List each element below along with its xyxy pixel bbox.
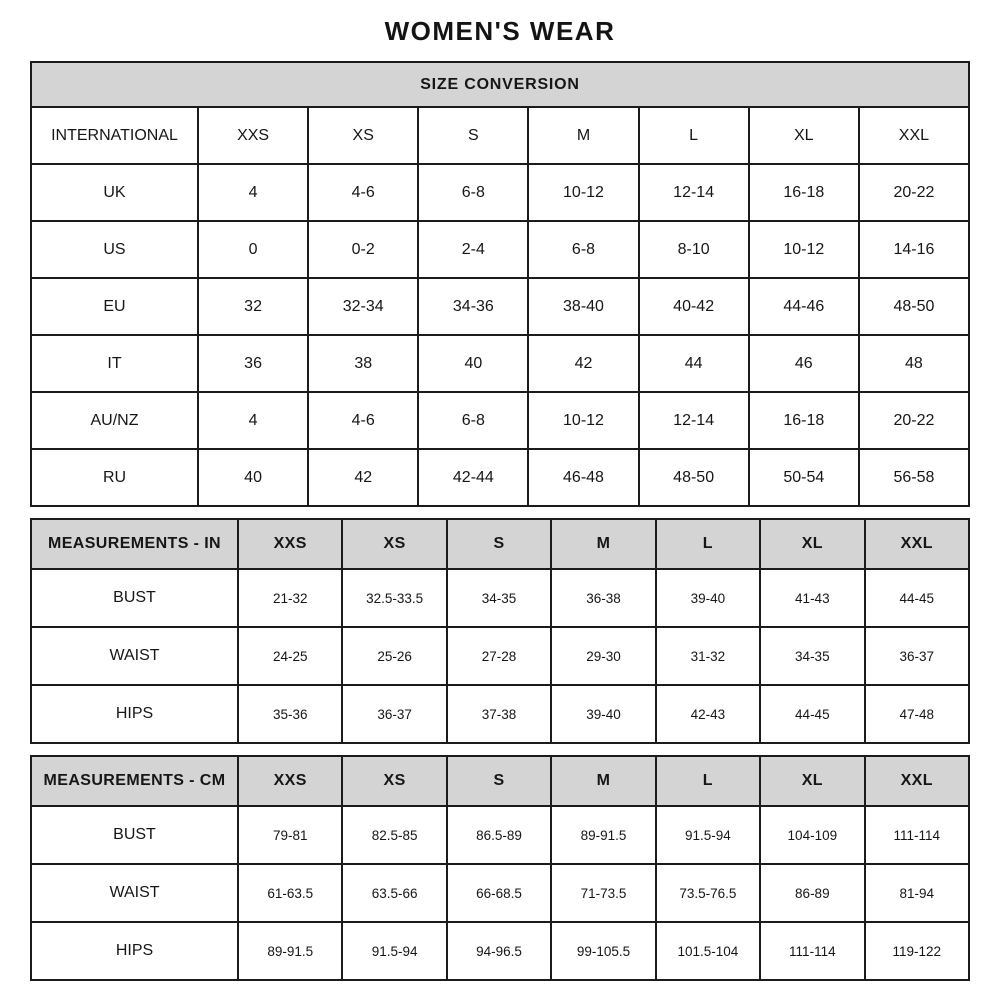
table-row: [31, 449, 969, 506]
value-cell: 101.5-104: [656, 922, 760, 980]
value-cell: 10-12: [528, 392, 638, 449]
value-cell: 35-36: [238, 685, 342, 743]
value-cell: 32.5-33.5: [342, 569, 446, 627]
value-cell: 25-26: [342, 627, 446, 685]
size-column-header: L: [639, 107, 749, 164]
value-cell: 6-8: [418, 392, 528, 449]
value-cell: 42-44: [418, 449, 528, 506]
size-conversion-title: SIZE CONVERSION: [31, 62, 969, 107]
value-cell: 44: [639, 335, 749, 392]
value-cell: 6-8: [418, 164, 528, 221]
value-cell: 34-35: [447, 569, 551, 627]
value-cell: 41-43: [760, 569, 864, 627]
value-cell: 38: [308, 335, 418, 392]
value-cell: 56-58: [859, 449, 969, 506]
row-label: UK: [31, 164, 198, 221]
value-cell: 44-45: [865, 569, 969, 627]
value-cell: 12-14: [639, 392, 749, 449]
row-label: BUST: [31, 806, 238, 864]
size-column-header: XXS: [238, 519, 342, 569]
size-column-header: M: [551, 756, 655, 806]
size-column-header: S: [447, 756, 551, 806]
value-cell: 46-48: [528, 449, 638, 506]
value-cell: 89-91.5: [238, 922, 342, 980]
page-title: WOMEN'S WEAR: [384, 16, 616, 46]
column-header: INTERNATIONAL: [31, 107, 198, 164]
value-cell: 10-12: [528, 164, 638, 221]
table-row: [31, 164, 969, 221]
value-cell: 40: [198, 449, 308, 506]
value-cell: 20-22: [859, 164, 969, 221]
value-cell: 12-14: [639, 164, 749, 221]
value-cell: 21-32: [238, 569, 342, 627]
value-cell: 61-63.5: [238, 864, 342, 922]
value-cell: 44-46: [749, 278, 859, 335]
row-label: RU: [31, 449, 198, 506]
value-cell: 42: [528, 335, 638, 392]
row-label: BUST: [31, 569, 238, 627]
value-cell: 66-68.5: [447, 864, 551, 922]
value-cell: 73.5-76.5: [656, 864, 760, 922]
value-cell: 29-30: [551, 627, 655, 685]
value-cell: 42: [308, 449, 418, 506]
value-cell: 42-43: [656, 685, 760, 743]
value-cell: 4-6: [308, 392, 418, 449]
measurements-title: MEASUREMENTS - CM: [31, 756, 238, 806]
value-cell: 36: [198, 335, 308, 392]
value-cell: 34-35: [760, 627, 864, 685]
size-column-header: XXL: [859, 107, 969, 164]
value-cell: 16-18: [749, 164, 859, 221]
row-label: IT: [31, 335, 198, 392]
value-cell: 37-38: [447, 685, 551, 743]
value-cell: 40: [418, 335, 528, 392]
value-cell: 63.5-66: [342, 864, 446, 922]
value-cell: 71-73.5: [551, 864, 655, 922]
size-column-header: XXL: [865, 756, 969, 806]
value-cell: 24-25: [238, 627, 342, 685]
size-column-header: M: [551, 519, 655, 569]
size-conversion-table: [30, 61, 970, 507]
value-cell: 32-34: [308, 278, 418, 335]
value-cell: 36-38: [551, 569, 655, 627]
value-cell: 89-91.5: [551, 806, 655, 864]
table-row: [31, 335, 969, 392]
row-label: HIPS: [31, 922, 238, 980]
measurements-in-table: [30, 518, 970, 744]
size-column-header: XL: [760, 756, 864, 806]
value-cell: 47-48: [865, 685, 969, 743]
value-cell: 38-40: [528, 278, 638, 335]
value-cell: 34-36: [418, 278, 528, 335]
value-cell: 104-109: [760, 806, 864, 864]
measurements-cm-table: [30, 755, 970, 981]
value-cell: 99-105.5: [551, 922, 655, 980]
row-label: HIPS: [31, 685, 238, 743]
size-column-header: S: [447, 519, 551, 569]
value-cell: 111-114: [865, 806, 969, 864]
value-cell: 36-37: [865, 627, 969, 685]
value-cell: 119-122: [865, 922, 969, 980]
row-label: WAIST: [31, 627, 238, 685]
value-cell: 50-54: [749, 449, 859, 506]
value-cell: 27-28: [447, 627, 551, 685]
value-cell: 86-89: [760, 864, 864, 922]
value-cell: 16-18: [749, 392, 859, 449]
value-cell: 48-50: [639, 449, 749, 506]
value-cell: 40-42: [639, 278, 749, 335]
value-cell: 48: [859, 335, 969, 392]
value-cell: 0: [198, 221, 308, 278]
value-cell: 79-81: [238, 806, 342, 864]
value-cell: 14-16: [859, 221, 969, 278]
table-row: [31, 685, 969, 743]
table-row: [31, 922, 969, 980]
size-column-header: XXS: [198, 107, 308, 164]
table-row: [31, 569, 969, 627]
value-cell: 46: [749, 335, 859, 392]
row-label: EU: [31, 278, 198, 335]
row-label: WAIST: [31, 864, 238, 922]
size-column-header: XL: [749, 107, 859, 164]
value-cell: 94-96.5: [447, 922, 551, 980]
value-cell: 8-10: [639, 221, 749, 278]
size-column-header: S: [418, 107, 528, 164]
size-header-row: [31, 107, 969, 164]
value-cell: 86.5-89: [447, 806, 551, 864]
size-column-header: L: [656, 519, 760, 569]
table-row: [31, 278, 969, 335]
measurements-title: MEASUREMENTS - IN: [31, 519, 238, 569]
value-cell: 81-94: [865, 864, 969, 922]
size-column-header: L: [656, 756, 760, 806]
table-row: [31, 627, 969, 685]
value-cell: 91.5-94: [656, 806, 760, 864]
value-cell: 2-4: [418, 221, 528, 278]
value-cell: 31-32: [656, 627, 760, 685]
value-cell: 91.5-94: [342, 922, 446, 980]
measurements-cm-header-row: [31, 756, 969, 806]
value-cell: 20-22: [859, 392, 969, 449]
row-label: US: [31, 221, 198, 278]
value-cell: 48-50: [859, 278, 969, 335]
value-cell: 4: [198, 164, 308, 221]
value-cell: 4: [198, 392, 308, 449]
table-row: [31, 392, 969, 449]
size-column-header: M: [528, 107, 638, 164]
value-cell: 44-45: [760, 685, 864, 743]
size-column-header: XXS: [238, 756, 342, 806]
value-cell: 111-114: [760, 922, 864, 980]
table-row: [31, 864, 969, 922]
size-column-header: XXL: [865, 519, 969, 569]
table-row: [31, 806, 969, 864]
value-cell: 39-40: [656, 569, 760, 627]
size-column-header: XS: [308, 107, 418, 164]
value-cell: 4-6: [308, 164, 418, 221]
table-row: [31, 221, 969, 278]
table-title-row: [31, 62, 969, 107]
measurements-in-header-row: [31, 519, 969, 569]
size-column-header: XS: [342, 756, 446, 806]
value-cell: 32: [198, 278, 308, 335]
size-column-header: XS: [342, 519, 446, 569]
size-column-header: XL: [760, 519, 864, 569]
value-cell: 0-2: [308, 221, 418, 278]
value-cell: 82.5-85: [342, 806, 446, 864]
value-cell: 10-12: [749, 221, 859, 278]
value-cell: 39-40: [551, 685, 655, 743]
value-cell: 6-8: [528, 221, 638, 278]
row-label: AU/NZ: [31, 392, 198, 449]
value-cell: 36-37: [342, 685, 446, 743]
